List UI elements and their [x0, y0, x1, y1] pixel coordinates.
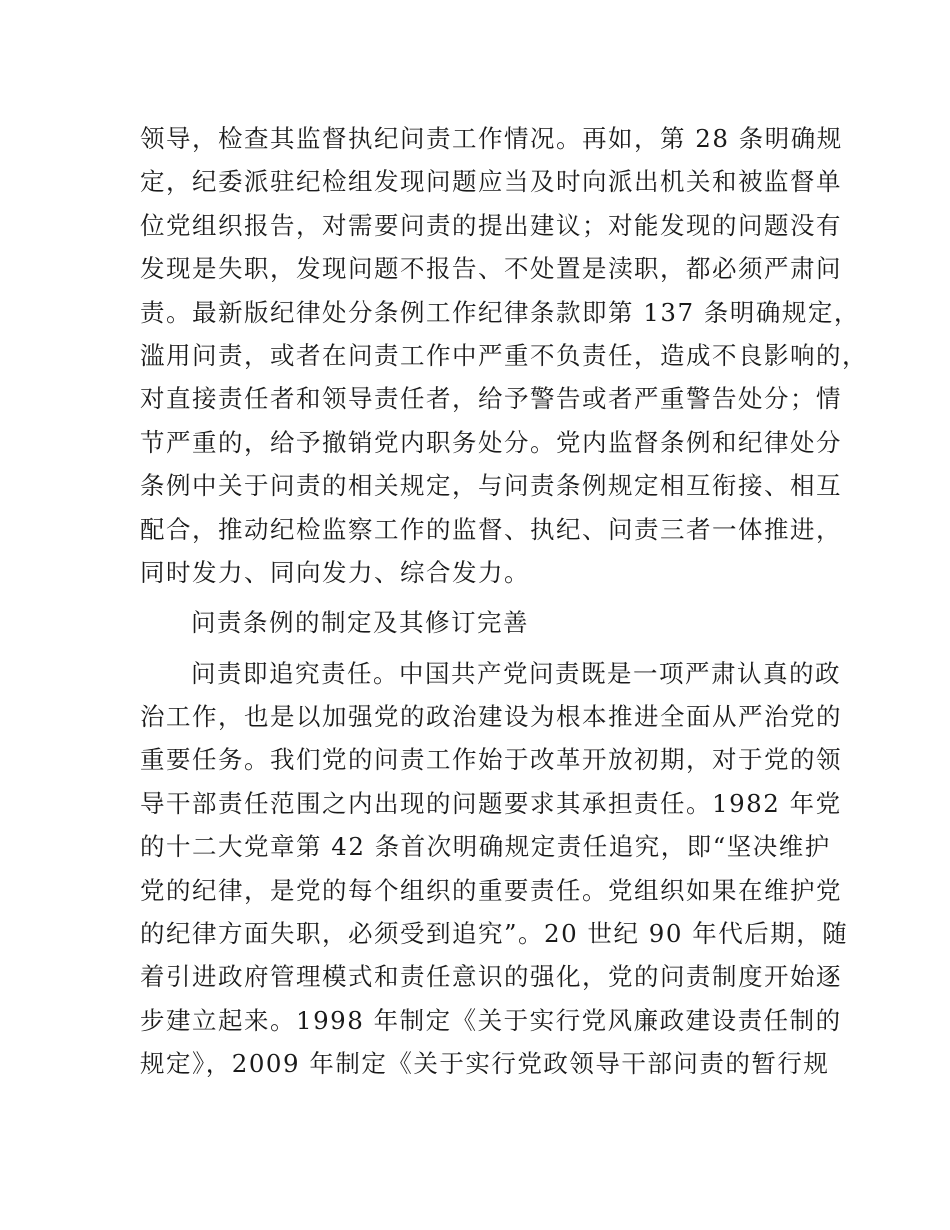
section-heading: 问责条例的制定及其修订完善: [191, 608, 529, 638]
text-line: 配合，推动纪检监察工作的监督、执纪、问责三者一体推进，: [140, 514, 842, 544]
paragraph-continuation: [140, 117, 868, 594]
text-line: 对直接责任者和领导责任者，给予警告或者严重警告处分；情: [140, 384, 842, 414]
text-line: 规定》，2009 年制定《关于实行党政领导干部问责的暂行规: [140, 1049, 830, 1079]
text-line: 步建立起来。1998 年制定《关于实行党风廉政建设责任制的: [140, 1005, 842, 1035]
text-line: 同时发力、同向发力、综合发力。: [140, 557, 530, 587]
text-line: 条例中关于问责的相关规定，与问责条例规定相互衔接、相互: [140, 471, 842, 501]
text-line: 治工作，也是以加强党的政治建设为根本推进全面从严治党的: [140, 702, 842, 732]
text-line: 导干部责任范围之内出现的问题要求其承担责任。1982 年党: [140, 788, 842, 818]
text-line: 问责即追究责任。中国共产党问责既是一项严肃认真的政: [191, 658, 841, 688]
document-body: [140, 117, 868, 1086]
text-line: 领导，检查其监督执纪问责工作情况。再如，第 28 条明确规: [140, 124, 843, 153]
text-line: 着引进政府管理模式和责任意识的强化，党的问责制度开始逐: [140, 962, 842, 992]
text-line: 滥用问责，或者在问责工作中严重不负责任，造成不良影响的，: [140, 340, 868, 370]
text-line: 位党组织报告，对需要问责的提出建议；对能发现的问题没有: [140, 210, 842, 240]
text-line: 的纪律方面失职，必须受到追究”。20 世纪 90 年代后期，随: [140, 919, 849, 949]
text-line: 定，纪委派驻纪检组发现问题应当及时向派出机关和被监督单: [140, 167, 842, 197]
text-line: 发现是失职，发现问题不报告、不处置是渎职，都必须严肃问: [140, 254, 842, 284]
text-line: 责。最新版纪律处分条例工作纪律条款即第 137 条明确规定，: [140, 297, 860, 327]
text-line: 党的纪律，是党的每个组织的重要责任。党组织如果在维护党: [140, 875, 842, 905]
text-line: 重要任务。我们党的问责工作始于改革开放初期，对于党的领: [140, 745, 842, 775]
paragraph-accountability: [140, 652, 849, 1086]
text-line: 节严重的，给予撤销党内职务处分。党内监督条例和纪律处分: [140, 427, 842, 457]
text-line: 的十二大党章第 42 条首次明确规定责任追究，即“坚决维护: [140, 832, 831, 862]
